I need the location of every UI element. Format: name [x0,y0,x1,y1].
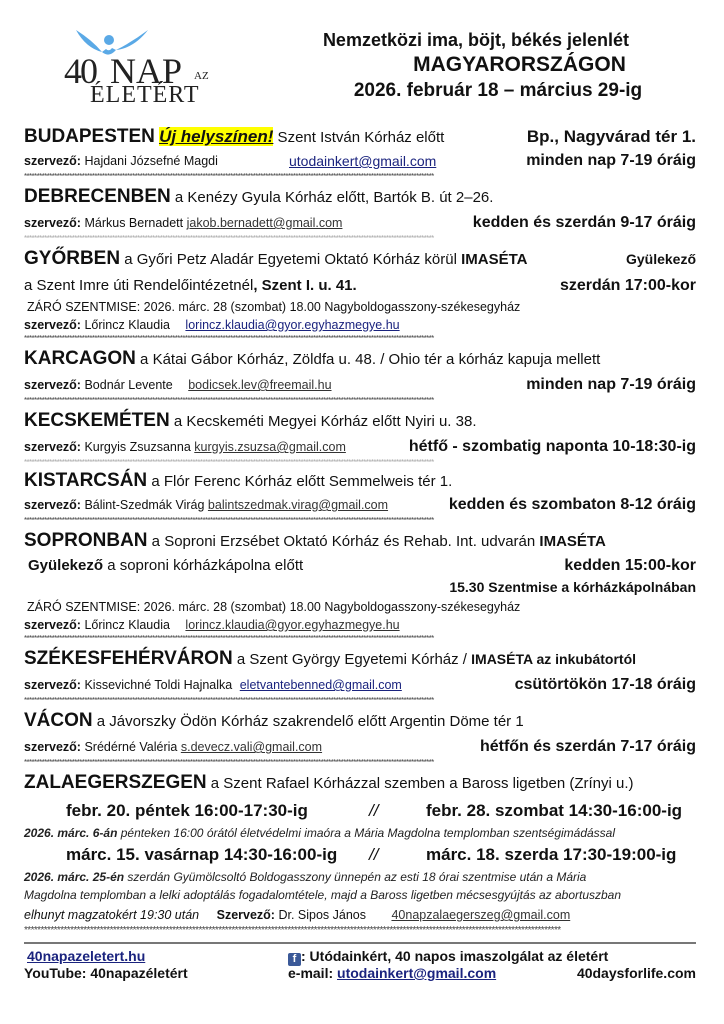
schedule: csütörtökön 17-18 óráig [514,676,696,693]
location-desc: a Győri Petz Aladár Egyetemi Oktató Kórház körül [120,251,462,268]
prayer-walk-label: IMASÉTA [461,251,528,268]
organizer-name: Hajdani Józsefné Magdi [84,154,218,168]
logo-az: AZ [194,70,209,82]
city-name: VÁCON [24,710,93,731]
city-name: DEBRECENBEN [24,186,171,207]
organizer-name: Lőrincz Klaudia [84,618,170,632]
separator: ******************************************************************************************************************************************************************* [24,634,434,643]
divider: // [369,801,379,820]
location-gyor [24,244,696,344]
separator: ******************************************************************************************************************************************************************* [24,172,434,181]
location-desc: a Kecskeméti Megyei Kórház előtt Nyiri u. 38. [169,413,477,430]
location-desc: a Flór Ferenc Kórház előtt Semmelweis tér 1. [147,473,453,490]
organizer-label: szervező: [24,678,81,692]
organizer-name: Bodnár Levente [84,378,173,392]
location-desc: a Kenézy Gyula Kórház előtt, Bartók B. út 2–26. [170,189,494,206]
address: Bp., Nagyvárad tér 1. [526,127,696,146]
youtube-channel: YouTube: 40napazéletért [24,965,188,981]
city-name: GYŐRBEN [24,248,121,269]
organizer-email-link[interactable]: lorincz.klaudia@gyor.egyhazmegye.hu [185,318,400,332]
gather-label: Gyülekező [28,557,104,574]
schedule: hétfő - szombatig naponta 10-18:30-ig [408,438,696,455]
schedule: szerdán 17:00-kor [559,277,696,294]
new-location-badge: Új helyszínen! [159,127,274,146]
event-note: 2026. márc. 6-án pénteken 16:00 órától életvédelmi imaóra a Mária Magdolna templomban szentségimádással [24,826,616,840]
organizer-name: Bálint-Szedmák Virág [84,498,205,512]
organizer-email-link[interactable]: kurgyis.zsuzsa@gmail.com [194,440,346,454]
organizer-email-link[interactable]: eletvantebenned@gmail.com [239,678,402,692]
prayer-walk-label: IMASÉTA az inkubátortól [471,651,637,667]
intl-site-link[interactable]: 40daysforlife.com [576,965,696,981]
logo-eletert: ÉLETÉRT [90,82,200,108]
footer-divider [24,942,696,944]
separator: ******************************************************************************************************************************************************************* [24,696,434,705]
city-name: SZÉKESFEHÉRVÁRON [24,648,233,669]
location-szekesfehervar [24,644,696,706]
organizer-label: szervező: [24,216,81,230]
location-desc: a Szent György Egyetemi Kórház / [232,651,472,668]
organizer-name: Kurgyis Zsuzsanna [84,440,191,454]
footer-email-link[interactable]: utodainkert@gmail.com [337,965,497,981]
event-note: 2026. márc. 25-én szerdán Gyümölcsoltó Boldogasszony ünnepén az esti 18 órai szentmise után a Mária [24,870,587,884]
city-name: ZALAEGERSZEGEN [24,772,207,793]
event-note-cont: Magdolna templomban a lelki adoptálás fogadalomtétele, majd a Baross ligetben mécsesgyújtás az abortuszban [24,888,622,902]
logo [62,28,212,108]
organizer-email-link[interactable]: lorincz.klaudia@gyor.egyhazmegye.hu [185,618,400,632]
schedule: kedden és szerdán 9-17 óráig [472,214,696,231]
header-subtitle: Nemzetközi ima, böjt, békés jelenlét [322,30,630,50]
separator: ******************************************************************************************************************************************************************* [24,334,434,343]
location-karcag [24,344,696,406]
city-name: KISTARCSÁN [24,470,148,491]
schedule-slot: febr. 20. péntek 16:00-17:30-ig [66,801,308,820]
location-zalaegerszeg [24,768,696,936]
organizer-name: Lőrincz Klaudia [84,318,170,332]
schedule-row-2 [24,842,696,868]
separator: ******************************************************************************************************************************************************************* [24,396,434,405]
location-sopron [24,526,696,644]
organizer-label: szervező: [24,618,81,632]
location-desc: a Jávorszky Ödön Kórház szakrendelő előtt Argentin Döme tér 1 [92,713,524,730]
location-vac [24,706,696,768]
prayer-walk-label: IMASÉTA [539,533,606,550]
organizer-name: Márkus Bernadett [84,216,184,230]
location-desc: Szent István Kórház előtt [273,129,445,146]
schedule-row-1 [24,798,696,824]
organizer-label: Szervező: [216,908,275,922]
organizer-name: Dr. Sipos János [274,908,366,922]
location-kecskemet [24,406,696,468]
separator: ******************************************************************************************************************************************************************* [24,234,434,243]
city-name: SOPRONBAN [24,530,148,551]
schedule: kedden 15:00-kor [564,557,696,574]
header-title: MAGYARORSZÁGON [413,53,626,76]
gather-address: , Szent I. u. 41. [253,277,357,294]
schedule: kedden és szombaton 8-12 óráig [448,496,696,513]
separator: ******************************************************************************************************************************************************************* [24,516,434,525]
location-desc: a Szent Rafael Kórházzal szemben a Baross ligetben (Zrínyi u.) [206,775,634,792]
event-date: 2026. márc. 25-én [24,870,125,884]
header-dates: 2026. február 18 – március 29-ig [353,80,643,101]
schedule-slot: márc. 18. szerda 17:30-19:00-ig [426,845,677,864]
schedule: minden nap 7-19 óráig [526,376,696,393]
gather-label: Gyülekező [625,251,696,267]
organizer-label: szervező: [24,378,81,392]
divider: // [369,845,379,864]
location-budapest [24,124,696,182]
organizer-label: szervező: [24,740,81,754]
location-desc: a Soproni Erzsébet Oktató Kórház és Rehab. Int. udvarán [147,533,540,550]
organizer-email-link[interactable]: bodicsek.lev@freemail.hu [188,378,332,392]
location-debrecen [24,182,696,244]
organizer-label: szervező: [24,498,81,512]
website-link[interactable]: 40napazeletert.hu [27,948,146,964]
hospital-mass: 15.30 Szentmise a kórházkápolnában [449,579,696,595]
event-note-end: elhunyt magzatokért 19:30 után [24,908,200,922]
organizer-label: szervező: [24,318,81,332]
separator: ******************************************************************************************************************************************************************* [24,758,434,767]
logo-forty: 40 [64,51,96,91]
organizer-email-link[interactable]: s.devecz.vali@gmail.com [180,740,323,754]
schedule: minden nap 7-19 óráig [526,152,696,169]
logo-nap: NAP [110,51,183,91]
closing-mass: ZÁRÓ SZENTMISE: 2026. márc. 28 (szombat) 18.00 Nagyboldogasszony-székesegyház [27,600,521,614]
closing-mass: ZÁRÓ SZENTMISE: 2026. márc. 28 (szombat) 18.00 Nagyboldogasszony-székesegyház [27,300,521,314]
email-label: e-mail: [288,965,338,981]
location-kistarcsa [24,468,696,526]
organizer-label: szervező: [24,440,81,454]
gather-place: a soproni kórházkápolna előtt [103,557,304,574]
organizer-email-link[interactable]: jakob.bernadett@gmail.com [186,216,343,230]
location-desc: a Kátai Gábor Kórház, Zöldfa u. 48. / Ohio tér a kórház kapuja mellett [135,351,601,368]
facebook-icon[interactable]: f [288,953,301,966]
organizer-email-link[interactable]: 40napzalaegerszeg@gmail.com [391,908,571,922]
separator: ******************************************************************************************************************************************************************* [24,458,434,467]
event-date: 2026. márc. 6-án [24,826,118,840]
schedule: hétfőn és szerdán 7-17 óráig [479,738,696,755]
gather-place: a Szent Imre úti Rendelőintézetnél [24,277,254,294]
organizer-email-link[interactable]: balintszedmak.virag@gmail.com [207,498,389,512]
schedule-slot: márc. 15. vasárnap 14:30-16:00-ig [66,845,338,864]
schedule-slot: febr. 28. szombat 14:30-16:00-ig [426,801,683,820]
organizer-name: Kissevichné Toldi Hajnalka [84,678,233,692]
organizer-label: szervező: [24,154,81,168]
organizer-email-link[interactable]: utodainkert@gmail.com [289,153,437,169]
separator: ******************************************************************************************************************************************************************* [24,926,561,936]
city-name: BUDAPESTEN [24,126,155,147]
organizer-name: Srédérné Valéria [84,740,178,754]
city-name: KARCAGON [24,348,136,369]
locations-list [24,124,696,936]
city-name: KECSKEMÉTEN [24,410,170,431]
facebook-page: : Utódainkért, 40 napos imaszolgálat az életért [301,948,609,964]
